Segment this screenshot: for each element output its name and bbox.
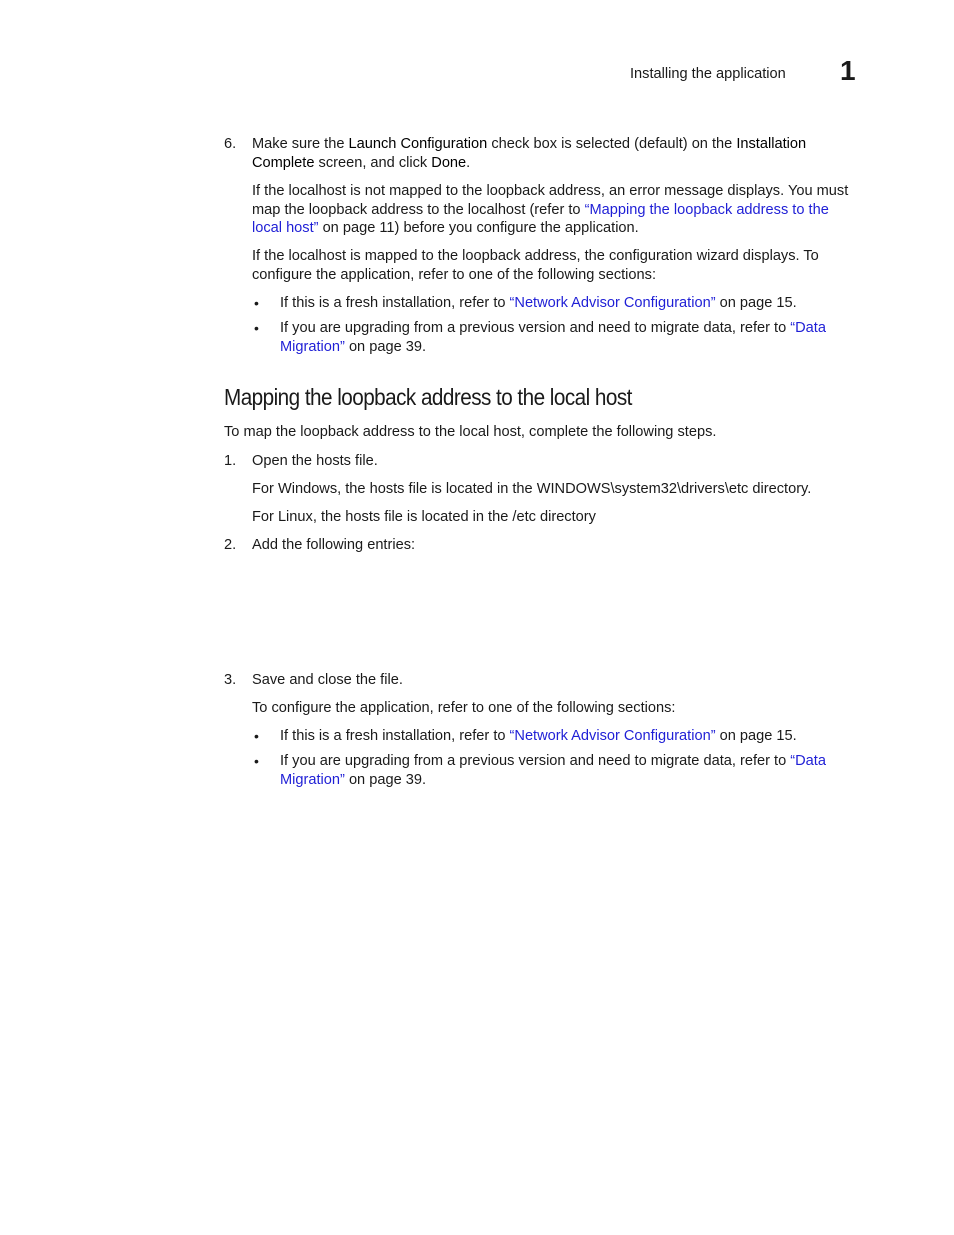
step-2-number: 2. [224, 537, 237, 553]
step-6-text-c: screen, and click [314, 155, 432, 171]
network-advisor-configuration-link[interactable]: “Network Advisor Configuration” [509, 728, 716, 744]
mapping-loopback-link-part2[interactable]: local host” [252, 220, 319, 236]
step-3-paragraph: To configure the application, refer to one of the following sections: [252, 700, 676, 716]
step-1-windows-note: For Windows, the hosts file is located in the WINDOWS\system32\drivers\etc directory. [252, 481, 812, 497]
localhost-mapped-line1: If the localhost is mapped to the loopback address, the configuration wizard displays. To [252, 248, 819, 264]
step-6-text-line1 [252, 135, 806, 154]
step-6-text-a: Make sure the [252, 136, 349, 152]
step-6-text-line2 [252, 154, 470, 173]
bullet-text: If this is a fresh installation, refer to [280, 728, 510, 744]
step-6-text-d: . [466, 155, 471, 171]
step-6-text-b: check box is selected (default) on the [487, 136, 737, 152]
bullet-icon: • [254, 320, 259, 336]
launch-configuration-label: Launch Configuration [348, 136, 488, 152]
installation-label: Installation [736, 136, 807, 152]
data-migration-link-part1[interactable]: “Data [790, 753, 826, 769]
bullet-tail: on page 15. [715, 295, 797, 311]
bullet-text: If this is a fresh installation, refer to [280, 295, 510, 311]
bullet-text: If you are upgrading from a previous version and need to migrate data, refer to [280, 320, 791, 336]
bullet-tail: on page 15. [715, 728, 797, 744]
step-3-bullet-upgrade-line2 [280, 771, 426, 790]
bullet-icon: • [254, 728, 259, 744]
chapter-number: 1 [840, 55, 856, 86]
step-1-text: Open the hosts file. [252, 453, 378, 469]
step-3-number: 3. [224, 672, 237, 688]
step-1-linux-note: For Linux, the hosts file is located in the /etc directory [252, 509, 596, 525]
mapping-loopback-link-part1[interactable]: “Mapping the loopback address to the [584, 202, 829, 218]
data-migration-link-part2[interactable]: Migration” [280, 772, 345, 788]
localhost-not-mapped-text: map the loopback address to the localhost (refer to [252, 202, 585, 218]
step-2-text: Add the following entries: [252, 537, 416, 553]
step-6-bullet-fresh-install [280, 294, 797, 313]
data-migration-link-part2[interactable]: Migration” [280, 339, 345, 355]
step-6-bullet-upgrade-line1 [280, 319, 826, 338]
bullet-icon: • [254, 295, 259, 311]
section-heading: Mapping the loopback address to the local host [224, 384, 632, 410]
bullet-text: If you are upgrading from a previous version and need to migrate data, refer to [280, 753, 791, 769]
localhost-not-mapped-line1: If the localhost is not mapped to the loopback address, an error message displays. You must [252, 183, 849, 199]
done-label: Done [431, 155, 467, 171]
step-6-bullet-upgrade-line2 [280, 338, 426, 357]
step-3-bullet-fresh-install [280, 727, 797, 746]
step-1-number: 1. [224, 453, 237, 469]
step-3-text: Save and close the file. [252, 672, 403, 688]
bullet-icon: • [254, 753, 259, 769]
network-advisor-configuration-link[interactable]: “Network Advisor Configuration” [509, 295, 716, 311]
localhost-not-mapped-tail: on page 11) before you configure the application. [318, 220, 639, 236]
bullet-tail: on page 39. [344, 339, 427, 355]
localhost-not-mapped-line2 [252, 201, 829, 220]
step-3-bullet-upgrade-line1 [280, 752, 826, 771]
data-migration-link-part1[interactable]: “Data [790, 320, 826, 336]
running-header-title: Installing the application [630, 66, 786, 82]
complete-label: Complete [252, 155, 315, 171]
localhost-mapped-line2: configure the application, refer to one of the following sections: [252, 267, 657, 283]
localhost-not-mapped-line3 [252, 219, 639, 238]
bullet-tail: on page 39. [344, 772, 427, 788]
section-intro: To map the loopback address to the local host, complete the following steps. [224, 424, 717, 440]
step-6-number: 6. [224, 136, 237, 152]
